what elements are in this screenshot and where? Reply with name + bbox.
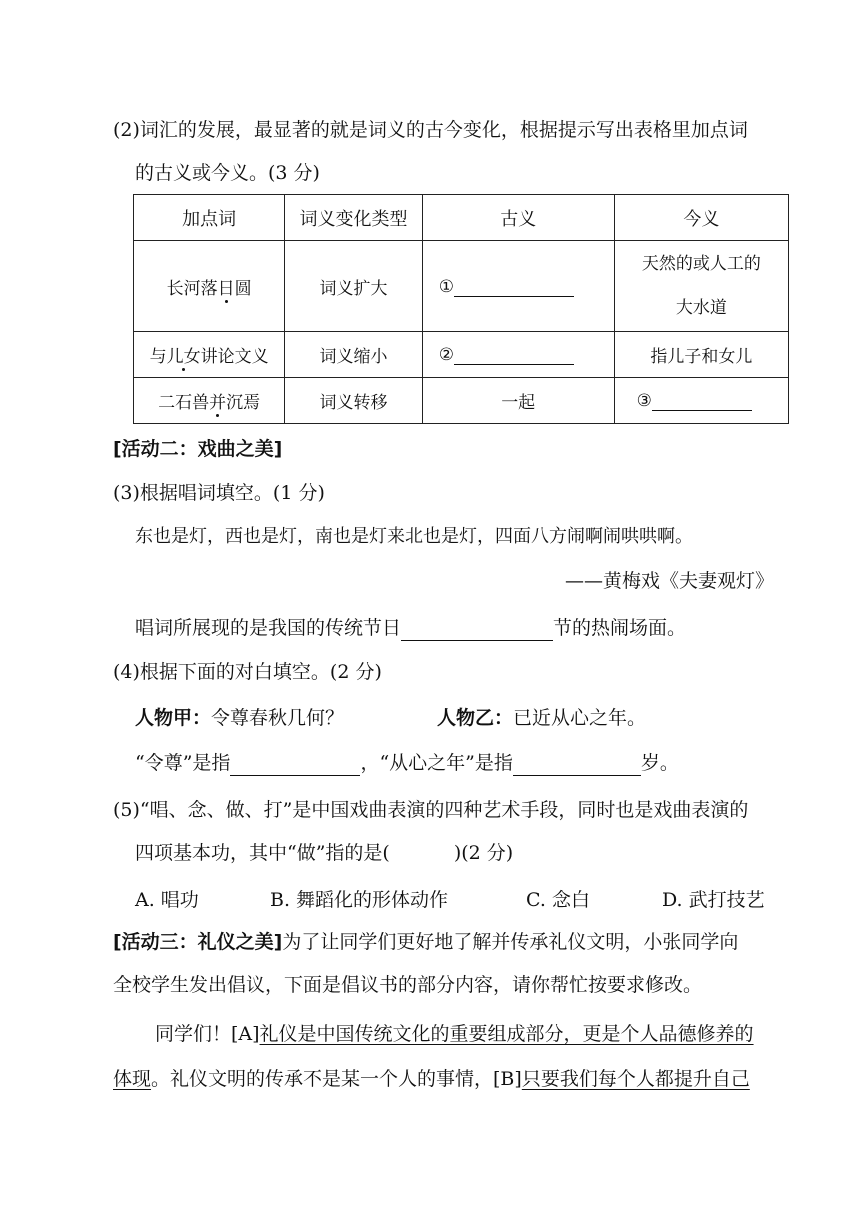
q3-fill: 唱词所展现的是我国的传统节日 节的热闹场面。 — [135, 617, 687, 639]
q4-dialogue-b: 人物乙：已近从心之年。 — [437, 707, 647, 729]
activity3-line1: [活动三：礼仪之美]为了让同学们更好地了解并传承礼仪文明，小张同学向 — [113, 931, 739, 953]
q2-line1: (2)词汇的发展，最显著的就是词义的古今变化，根据提示写出表格里加点词 — [113, 119, 748, 141]
dotted-word: 日 — [218, 274, 235, 299]
activity2-title: [活动二：戏曲之美] — [113, 438, 283, 460]
answer-blank[interactable] — [230, 755, 360, 776]
new-meaning-cell: 指儿子和女儿 — [614, 332, 788, 378]
q5-option-d[interactable]: D. 武打技艺 — [662, 889, 765, 911]
table-header: 词义变化类型 — [285, 195, 422, 241]
type-cell: 词义缩小 — [285, 332, 422, 378]
vocab-table — [133, 194, 789, 424]
dotted-word: 儿女 — [167, 342, 201, 367]
q3-source: ——黄梅戏《夫妻观灯》 — [564, 570, 774, 592]
proposal-line2: 体现。礼仪文明的传承不是某一个人的事情，[B]只要我们每个人都提升自己 — [113, 1068, 750, 1090]
type-cell: 词义扩大 — [285, 241, 422, 332]
phrase-cell: 二石兽并沉焉 — [134, 378, 285, 424]
q5-line2: 四项基本功，其中“做”指的是( )(2 分) — [135, 842, 514, 864]
q5-option-c[interactable]: C. 念白 — [526, 889, 590, 911]
q4-fill: “令尊”是指 ，“从心之年”是指 岁。 — [135, 752, 679, 774]
type-cell: 词义转移 — [285, 378, 422, 424]
q5-option-a[interactable]: A. 唱功 — [135, 889, 199, 911]
dotted-word: 并 — [209, 388, 226, 413]
answer-blank[interactable] — [401, 620, 553, 641]
phrase-cell: 长河落日圆 — [134, 241, 285, 332]
old-meaning-cell[interactable]: ② — [422, 332, 614, 378]
table-header: 加点词 — [134, 195, 285, 241]
q5-option-b[interactable]: B. 舞蹈化的形体动作 — [270, 889, 449, 911]
table-row — [134, 332, 789, 378]
q2-line2: 的古义或今义。(3 分) — [135, 162, 320, 184]
activity3-line2: 全校学生发出倡议，下面是倡议书的部分内容，请你帮忙按要求修改。 — [113, 974, 703, 996]
phrase-cell: 与儿女讲论文义 — [134, 332, 285, 378]
q4-dialogue-a: 人物甲：令尊春秋几何？ — [135, 707, 345, 729]
table-row — [134, 241, 789, 332]
proposal-line1: 同学们！[A]礼仪是中国传统文化的重要组成部分，更是个人品德修养的 — [155, 1023, 754, 1045]
table-row — [134, 378, 789, 424]
table-header: 今义 — [614, 195, 788, 241]
q5-line1: (5)“唱、念、做、打”是中国戏曲表演的四种艺术手段，同时也是戏曲表演的 — [113, 799, 749, 821]
answer-blank[interactable] — [513, 755, 641, 776]
old-meaning-cell[interactable]: ① — [422, 241, 614, 332]
new-meaning-cell[interactable]: ③ — [614, 378, 788, 424]
table-header: 古义 — [422, 195, 614, 241]
old-meaning-cell: 一起 — [422, 378, 614, 424]
q3-stem: (3)根据唱词填空。(1 分) — [113, 482, 325, 504]
new-meaning-cell: 天然的或人工的 大水道 — [614, 241, 788, 332]
q4-stem: (4)根据下面的对白填空。(2 分) — [113, 661, 382, 683]
q3-lyrics: 东也是灯，西也是灯，南也是灯来北也是灯，四面八方闹啊闹哄哄啊。 — [135, 526, 693, 547]
